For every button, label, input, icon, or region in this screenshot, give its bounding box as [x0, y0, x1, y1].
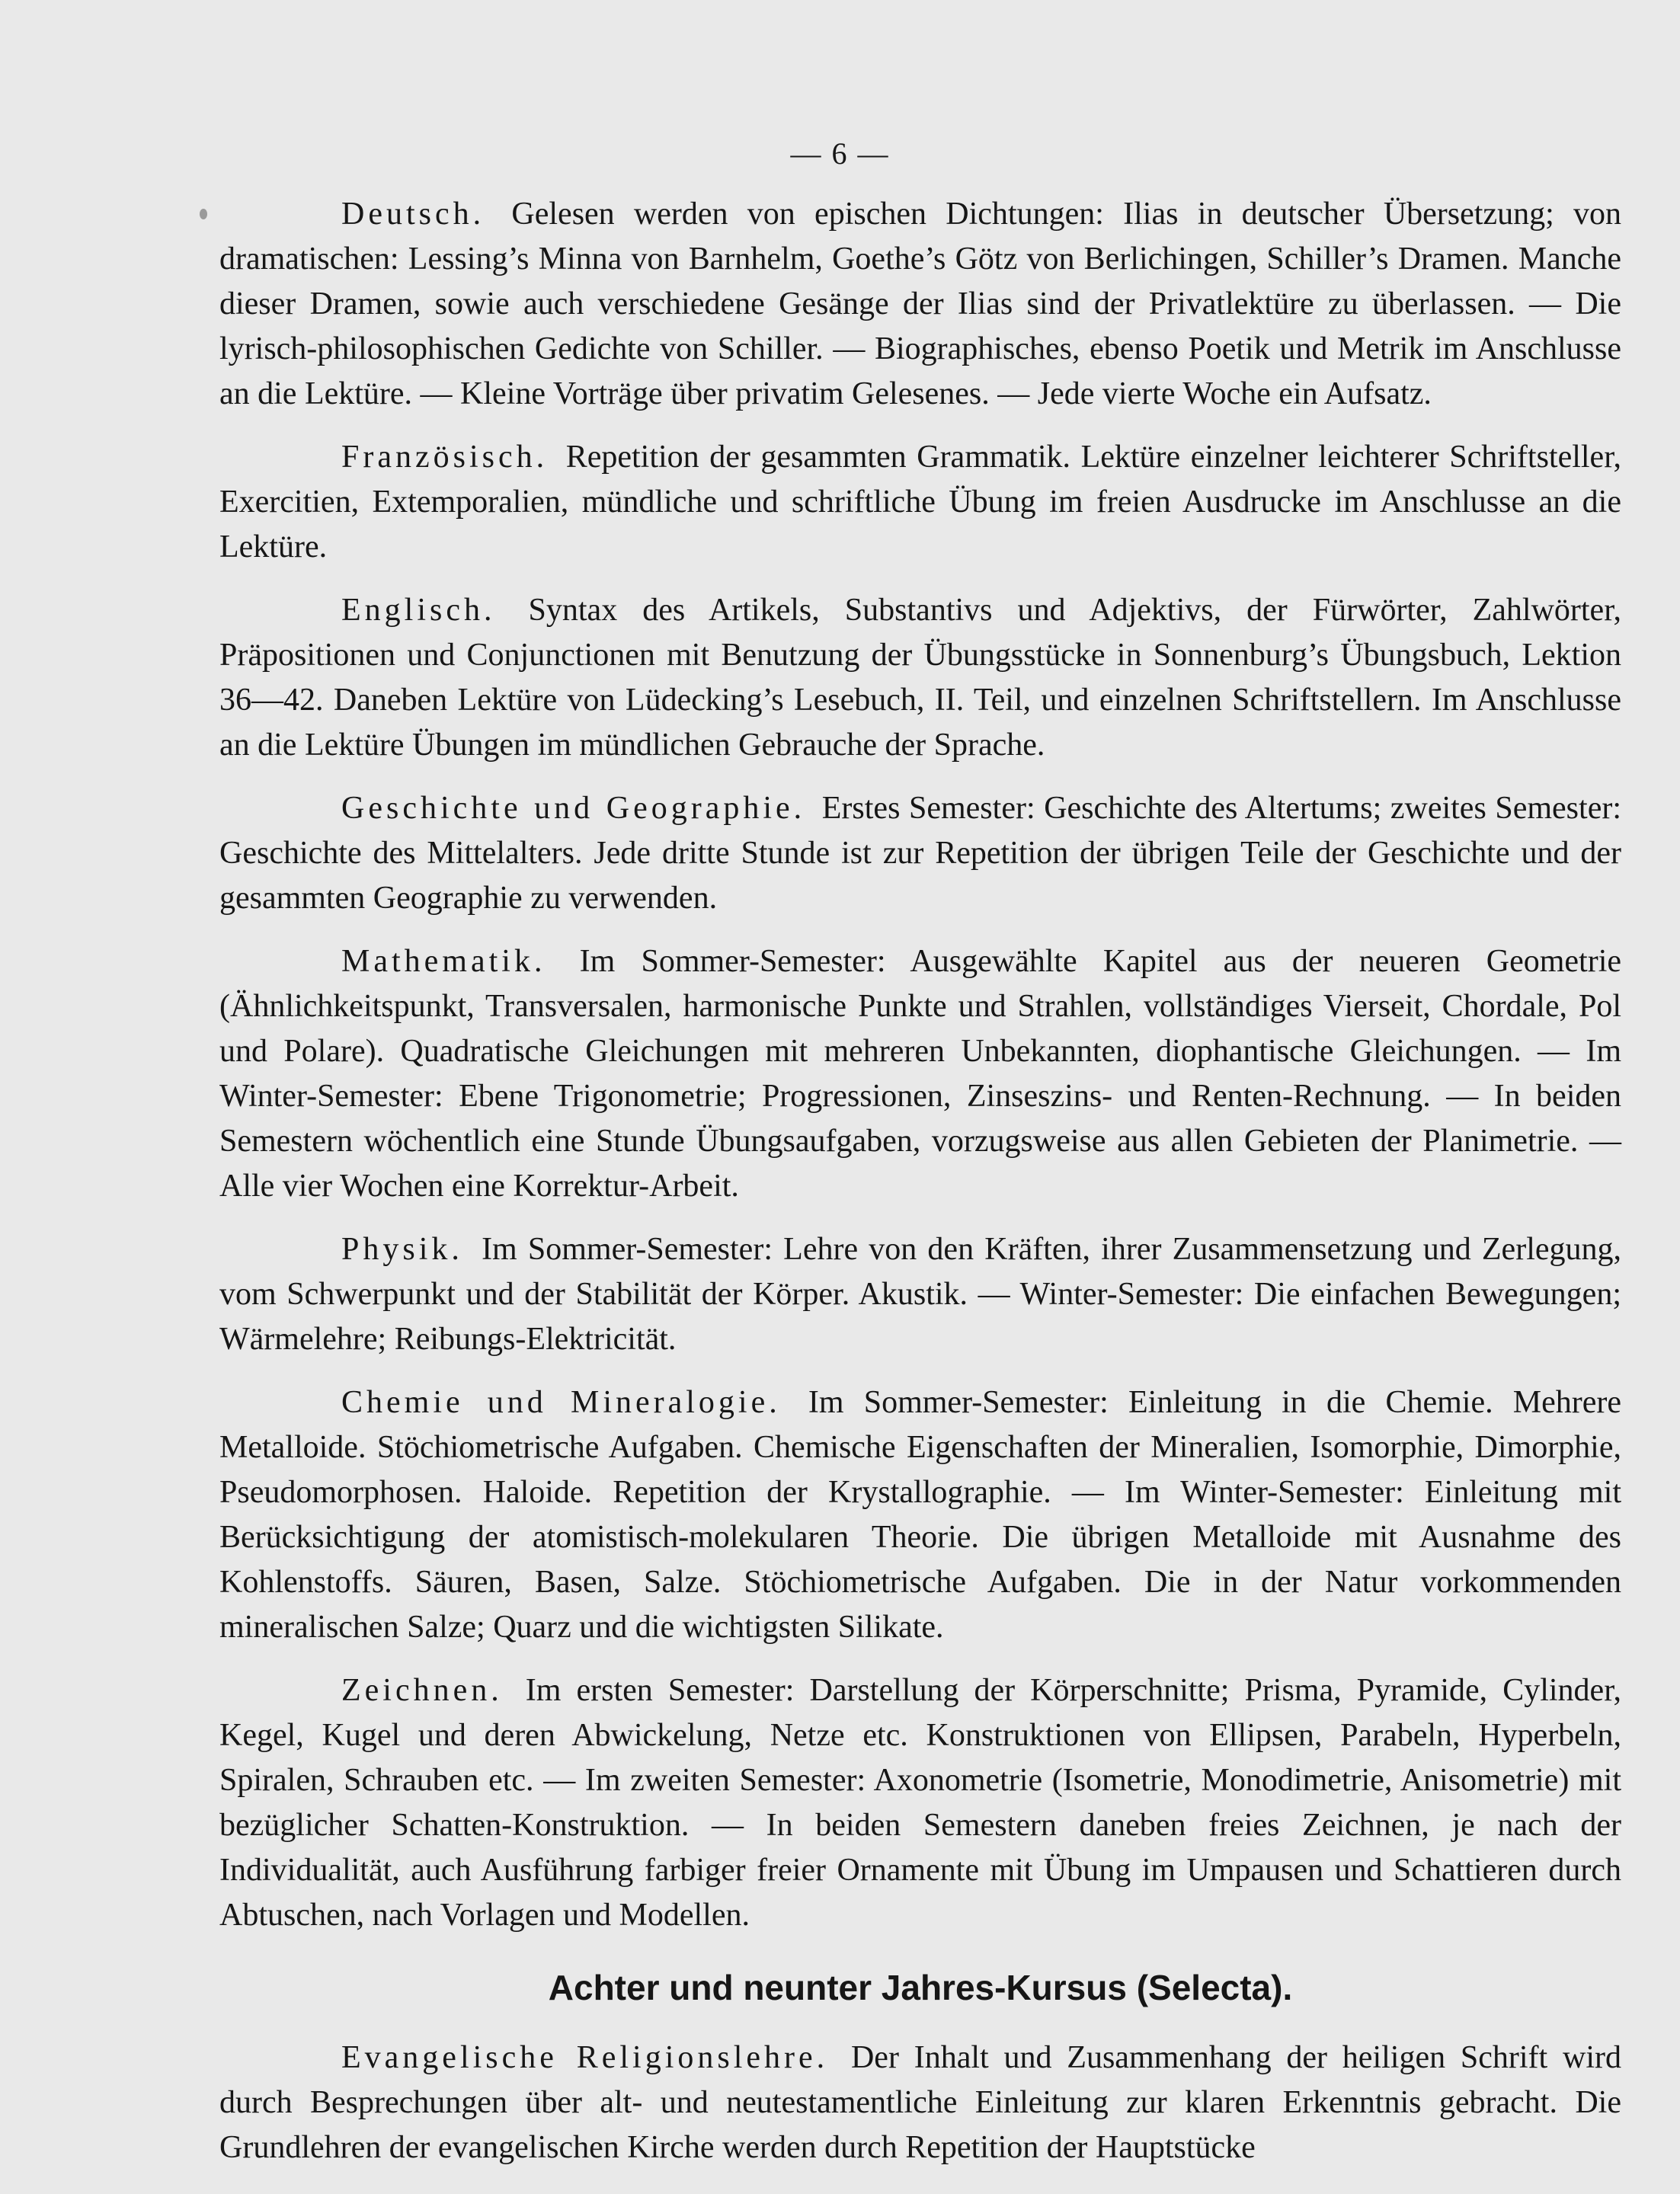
subject-heading: Physik.: [341, 1232, 463, 1267]
paragraph-text: Gelesen werden von epischen Dichtungen: Ilias in deutscher Übersetzung; von dramatischen: Lessing’s Minna von Barnhelm, Goethe’s Götz von Berlichingen, Schiller’s Dramen. Manche dieser Dramen, sowie auch verschiedene Gesänge der Ilias sind der Privatlektüre zu überlassen. — Die lyrisch-philosophischen Gedichte von Schiller. — Biographisches, ebenso Poetik und Metrik im Anschlusse an die Lektüre. — Kleine Vorträge über privatim Gelesenes. — Jede vierte Woche ein Aufsatz.: [219, 197, 1621, 411]
paragraph-mathematik: [219, 939, 1621, 1209]
paragraph-franzoesisch: [219, 435, 1621, 570]
paragraph-physik: [219, 1227, 1621, 1362]
paragraph-text: Der Inhalt und Zusammenhang der heiligen Schrift wird durch Besprechungen über alt- und neutestamentliche Einleitung zur klaren Erkenntnis gebracht. Die Grundlehren der evangelischen Kirche werden durch Repetition der Hauptstücke: [219, 2040, 1621, 2165]
margin-mark: [200, 209, 207, 219]
paragraph-text: Im Sommer-Semester: Lehre von den Kräften, ihrer Zusammensetzung und Zerlegung, vom Schwerpunkt und der Stabilität der Körper. Akustik. — Winter-Semester: Die einfachen Bewegungen; Wärmelehre; Reibungs-Elektricität.: [219, 1232, 1622, 1357]
subject-heading: Chemie und Mineralogie.: [341, 1385, 781, 1420]
paragraph-text: Syntax des Artikels, Substantivs und Adjektivs, der Fürwörter, Zahlwörter, Präpositionen und Conjunctionen mit Benutzung der Übungsstücke in Sonnenburg’s Übungsbuch, Lektion 36—42. Daneben Lektüre von Lüdecking’s Lesebuch, II. Teil, und einzelnen Schriftstellern. Im Anschlusse an die Lektüre Übungen im mündlichen Gebrauche der Sprache.: [219, 593, 1622, 763]
paragraph-text: Im Sommer-Semester: Ausgewählte Kapitel aus der neueren Geometrie (Ähnlichkeitspunkt, Transversalen, harmonische Punkte und Strahlen, vollständiges Vierseit, Chordale, Pol und Polare). Quadratische Gleichungen mit mehreren Unbekannten, diophantische Gleichungen. — Im Winter-Semester: Ebene Trigonometrie; Progressionen, Zinseszins- und Renten-Rechnung. — In beiden Semestern wöchentlich eine Stunde Übungsaufgaben, vorzugsweise aus allen Gebieten der Planimetrie. — Alle vier Wochen eine Korrektur-Arbeit.: [219, 944, 1622, 1204]
paragraph-geschichte: [219, 786, 1621, 921]
paragraph-chemie: [219, 1380, 1621, 1650]
subject-heading: Mathematik.: [341, 944, 546, 979]
paragraph-religionslehre: [219, 2036, 1621, 2170]
section-heading: Achter und neunter Jahres-Kursus (Selecta).: [548, 1968, 1293, 2007]
page-content: [219, 192, 1621, 2189]
paragraph-text: Im Sommer-Semester: Einleitung in die Chemie. Mehrere Metalloide. Stöchiometrische Aufgaben. Chemische Eigenschaften der Mineralien, Isomorphie, Dimorphie, Pseudomorphosen. Haloide. Repetition der Krystallographie. — Im Winter-Semester: Einleitung mit Berücksichtigung der atomistisch-molekularen Theorie. Die übrigen Metalloide mit Ausnahme des Kohlenstoffs. Säuren, Basen, Salze. Stöchiometrische Aufgaben. Die in der Natur vorkommenden mineralischen Salze; Quarz und die wichtigsten Silikate.: [219, 1385, 1621, 1645]
paragraph-text: Erstes Semester: Geschichte des Altertums; zweites Semester: Geschichte des Mittelalters. Jede dritte Stunde ist zur Repetition der übrigen Teile der Geschichte und der gesammten Geographie zu verwenden.: [219, 791, 1621, 916]
subject-heading: Deutsch.: [341, 197, 485, 232]
subject-heading: Englisch.: [341, 593, 496, 628]
paragraph-text: Repetition der gesammten Grammatik. Lektüre einzelner leichterer Schriftsteller, Exercitien, Extemporalien, mündliche und schriftliche Übung im freien Ausdrucke im Anschlusse an die Lektüre.: [219, 440, 1622, 564]
paragraph-text: Im ersten Semester: Darstellung der Körperschnitte; Prisma, Pyramide, Cylinder, Kegel, Kugel und deren Abwickelung, Netze etc. Konstruktionen von Ellipsen, Parabeln, Hyperbeln, Spiralen, Schrauben etc. — Im zweiten Semester: Axonometrie (Isometrie, Monodimetrie, Anisometrie) mit bezüglicher Schatten-Konstruktion. — In beiden Semestern daneben freies Zeichnen, je nach der Individualität, auch Ausführung farbiger freier Ornamente mit Übung im Umpausen und Schattieren durch Abtuschen, nach Vorlagen und Modellen.: [219, 1673, 1621, 1933]
paragraph-zeichnen: [219, 1668, 1621, 1938]
subject-heading: Evangelische Religionslehre.: [341, 2040, 829, 2075]
paragraph-deutsch: [219, 192, 1621, 417]
subject-heading: Geschichte und Geographie.: [341, 791, 806, 826]
page-number: — 6 —: [790, 136, 890, 171]
subject-heading: Französisch.: [341, 440, 549, 475]
subject-heading: Zeichnen.: [341, 1673, 503, 1708]
paragraph-englisch: [219, 588, 1621, 768]
